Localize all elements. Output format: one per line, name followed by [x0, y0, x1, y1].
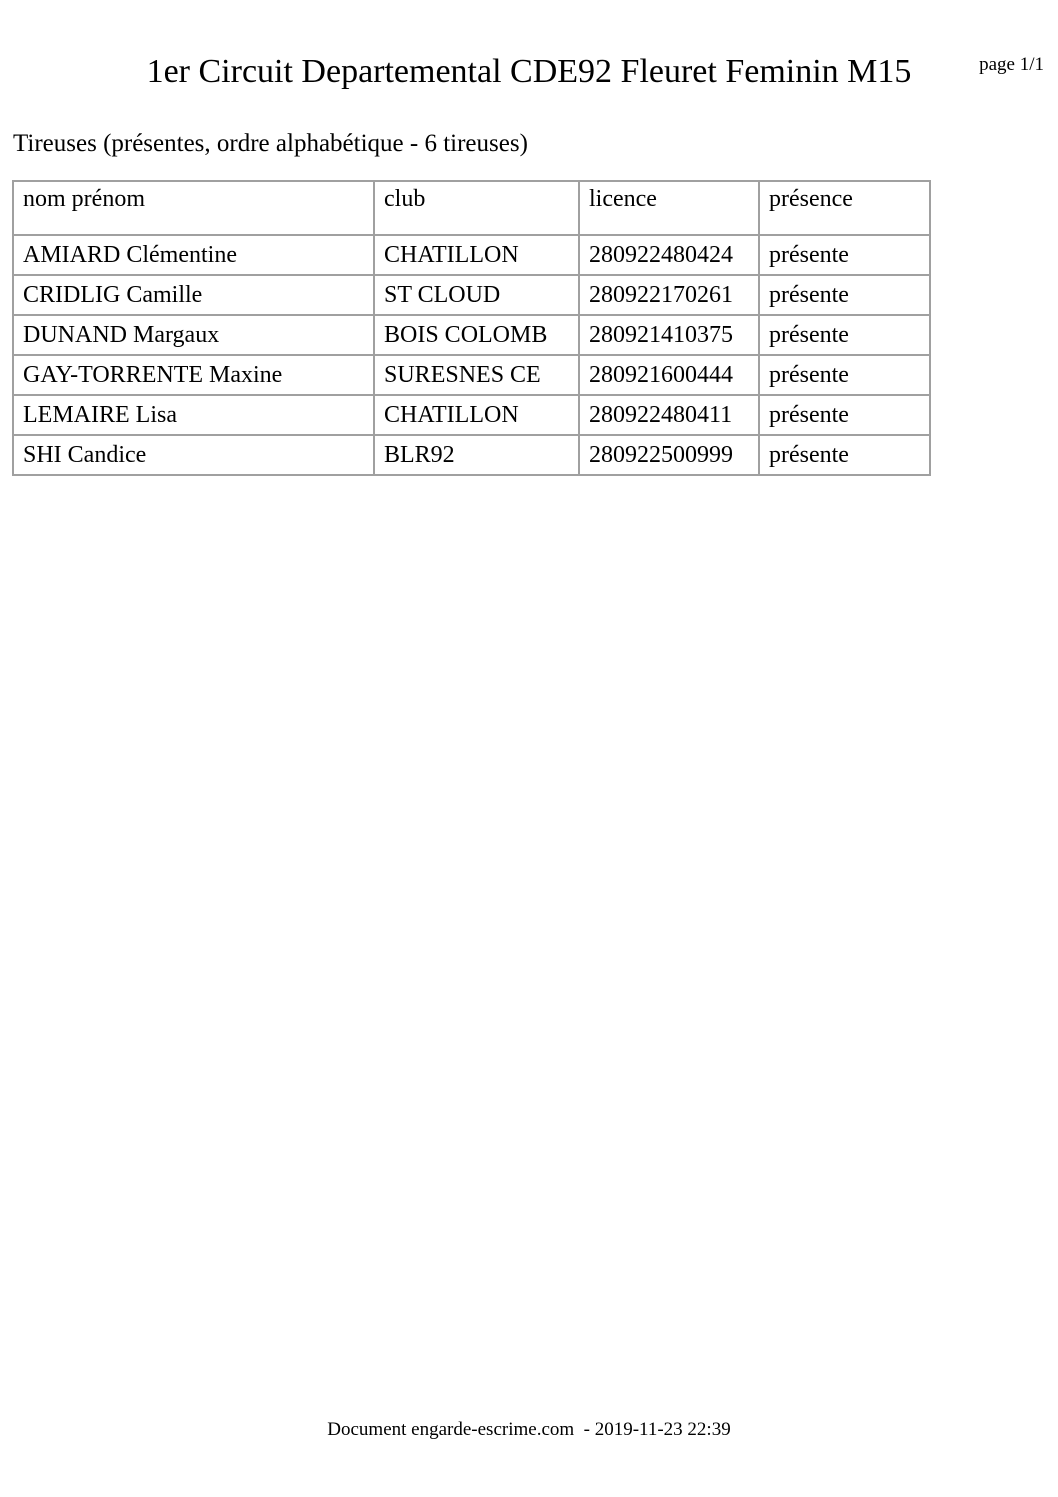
column-header-presence: présence: [759, 181, 930, 235]
cell-club: ST CLOUD: [374, 275, 579, 315]
cell-licence: 280922170261: [579, 275, 759, 315]
table-header-row: [13, 181, 930, 235]
cell-name: DUNAND Margaux: [13, 315, 374, 355]
cell-club: CHATILLON: [374, 395, 579, 435]
cell-licence: 280922500999: [579, 435, 759, 475]
cell-presence: présente: [759, 315, 930, 355]
table-row: [13, 275, 930, 315]
cell-presence: présente: [759, 355, 930, 395]
table-row: [13, 235, 930, 275]
cell-presence: présente: [759, 395, 930, 435]
cell-club: SURESNES CE: [374, 355, 579, 395]
cell-name: LEMAIRE Lisa: [13, 395, 374, 435]
document-title: 1er Circuit Departemental CDE92 Fleuret Feminin M15: [146, 53, 912, 90]
cell-name: SHI Candice: [13, 435, 374, 475]
cell-licence: 280922480424: [579, 235, 759, 275]
fencers-table: [12, 180, 931, 476]
cell-presence: présente: [759, 435, 930, 475]
column-header-name: nom prénom: [13, 181, 374, 235]
column-header-club: club: [374, 181, 579, 235]
column-header-licence: licence: [579, 181, 759, 235]
cell-name: GAY-TORRENTE Maxine: [13, 355, 374, 395]
cell-name: CRIDLIG Camille: [13, 275, 374, 315]
cell-licence: 280921600444: [579, 355, 759, 395]
cell-licence: 280921410375: [579, 315, 759, 355]
table-row: [13, 435, 930, 475]
table-row: [13, 315, 930, 355]
cell-presence: présente: [759, 235, 930, 275]
cell-name: AMIARD Clémentine: [13, 235, 374, 275]
page-number: page 1/1: [979, 54, 1044, 75]
table-row: [13, 395, 930, 435]
document-footer: Document engarde-escrime.com - 2019-11-23 22:39: [327, 1419, 731, 1440]
cell-club: BOIS COLOMB: [374, 315, 579, 355]
section-subtitle: Tireuses (présentes, ordre alphabétique - 6 tireuses): [13, 130, 528, 157]
cell-club: CHATILLON: [374, 235, 579, 275]
cell-presence: présente: [759, 275, 930, 315]
table-row: [13, 355, 930, 395]
cell-licence: 280922480411: [579, 395, 759, 435]
cell-club: BLR92: [374, 435, 579, 475]
